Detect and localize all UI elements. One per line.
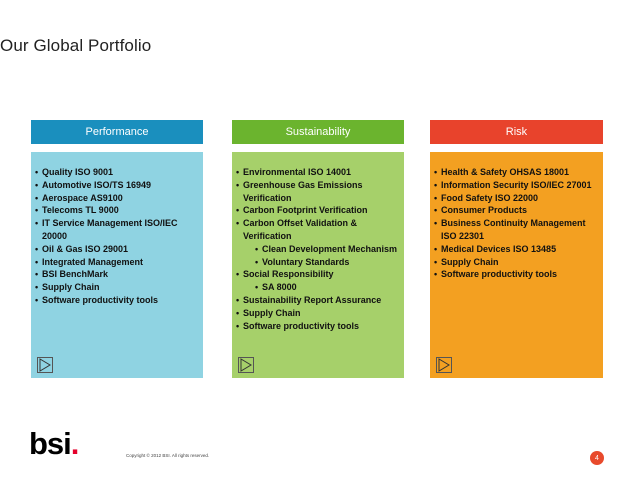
list-item: • Oil & Gas ISO 29001	[35, 243, 197, 256]
risk-panel	[430, 152, 603, 378]
sustainability-header-label: Sustainability	[285, 126, 351, 138]
logo-dot: .	[70, 426, 79, 461]
list-item: • Software productivity tools	[236, 320, 398, 333]
list-item: • BSI BenchMark	[35, 268, 197, 281]
list-item: • Social Responsibility	[236, 268, 398, 281]
bsi-logo	[29, 426, 78, 462]
list-item: • Software productivity tools	[35, 294, 197, 307]
list-item: • Carbon Offset Validation & Verification	[236, 217, 398, 243]
logo-text: bsi	[29, 426, 71, 461]
sustainability-panel	[232, 152, 404, 378]
sustainability-list	[236, 166, 398, 332]
list-item: • Aerospace AS9100	[35, 192, 197, 205]
play-arrow-icon[interactable]	[436, 357, 452, 373]
performance-panel	[31, 152, 203, 378]
list-item: • Medical Devices ISO 13485	[434, 243, 597, 256]
copyright-notice: Copyright © 2012 BSI. All rights reserved.	[126, 453, 210, 458]
page-number-badge	[590, 451, 604, 465]
list-item: • Supply Chain	[35, 281, 197, 294]
list-item: • Software productivity tools	[434, 268, 597, 281]
list-item: • Business Continuity Management ISO 22301	[434, 217, 597, 243]
list-item: • Consumer Products	[434, 204, 597, 217]
list-item: • Carbon Footprint Verification	[236, 204, 398, 217]
list-item: • IT Service Management ISO/IEC 20000	[35, 217, 197, 243]
list-item: • Food Safety ISO 22000	[434, 192, 597, 205]
risk-header-label: Risk	[505, 126, 528, 138]
list-item: • Automotive ISO/TS 16949	[35, 179, 197, 192]
list-item: • Supply Chain	[434, 256, 597, 269]
performance-list	[35, 166, 197, 307]
slide-title: Our Global Portfolio	[0, 36, 152, 55]
risk-list	[434, 166, 597, 281]
risk-header	[430, 120, 603, 144]
list-item: • Telecoms TL 9000	[35, 204, 197, 217]
list-item: • Quality ISO 9001	[35, 166, 197, 179]
list-item: • Greenhouse Gas Emissions Verification	[236, 179, 398, 205]
list-item: • Environmental ISO 14001	[236, 166, 398, 179]
list-item: • Sustainability Report Assurance	[236, 294, 398, 307]
page-number: 4	[595, 454, 599, 462]
play-arrow-icon[interactable]	[238, 357, 254, 373]
list-item: • SA 8000	[236, 281, 398, 294]
list-item: • Integrated Management	[35, 256, 197, 269]
list-item: • Voluntary Standards	[236, 256, 398, 269]
list-item: • Clean Development Mechanism	[236, 243, 398, 256]
sustainability-header	[232, 120, 404, 144]
performance-header	[31, 120, 203, 144]
list-item: • Information Security ISO/IEC 27001	[434, 179, 597, 192]
list-item: • Supply Chain	[236, 307, 398, 320]
list-item: • Health & Safety OHSAS 18001	[434, 166, 597, 179]
play-arrow-icon[interactable]	[37, 357, 53, 373]
performance-header-label: Performance	[85, 126, 149, 138]
